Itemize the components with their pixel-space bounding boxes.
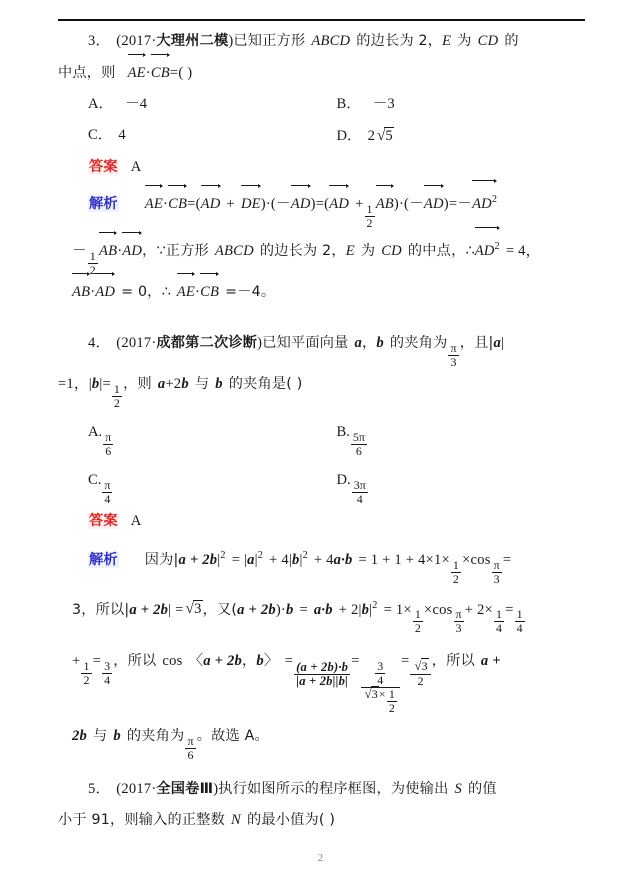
fraction-numerator: π: [187, 734, 194, 749]
fraction-denominator: 6: [103, 444, 113, 458]
p4-sol1-term-2: + 4: [313, 551, 334, 568]
plus-sign-sol3: +: [72, 653, 81, 670]
problem-3-analysis-line-1: [58, 183, 585, 230]
vector-ad-5-text: AD: [472, 195, 492, 212]
fraction-pi-over-3: [448, 342, 458, 369]
problem-3-source-name: 大理州二模: [156, 33, 229, 49]
p4-sol4-conclusion: 。故选 A。: [196, 728, 269, 745]
plus-sign-2: +: [355, 195, 364, 212]
sol3-result: =－4。: [225, 284, 276, 301]
sol-eq-open: =(: [187, 195, 201, 212]
problem-3-option-d[interactable]: [337, 120, 586, 152]
problem-3-source-suffix: ): [228, 33, 234, 49]
problem-4-stem-line-2: [58, 369, 585, 410]
problem-3-options-row-2: [58, 120, 585, 152]
cos-operator-3: cos: [162, 653, 183, 670]
problem-4-analysis-line-4: [58, 715, 585, 762]
vector-b-sol5: b: [113, 728, 121, 745]
problem-4-source-prefix: (2017·: [116, 335, 157, 352]
fraction-pi-over-4: [102, 479, 112, 506]
p4-sol1-expr-1: a + 2b: [178, 551, 218, 568]
vector-b-sol2: b: [285, 601, 294, 618]
problem-5: [58, 774, 585, 836]
option-a-key: A．: [88, 96, 114, 112]
problem-3-stem-text-b: 的边长为 2，: [356, 33, 443, 49]
p4-sol2-numbers: = 1×: [383, 601, 412, 618]
fraction-dot-over-norms: [294, 661, 350, 689]
dot-operator-sol3: ·: [90, 284, 96, 301]
inner-numerator: 1: [388, 687, 396, 702]
vector-ad-7-text: AD: [474, 242, 495, 259]
equals-7: =: [401, 653, 410, 670]
fraction-numerator: 1: [414, 607, 422, 622]
p4-sol2-text-a: 3，所以|: [72, 601, 130, 618]
problem-spacer-4-5: [58, 762, 585, 774]
problem-4-stem-text-a: 已知平面向量: [262, 335, 349, 352]
abs-bar-2: |: [254, 551, 258, 568]
option-d-coefficient: 2: [367, 128, 375, 144]
angle-bracket-close: 〉: [263, 653, 279, 670]
sol2-segment-cd: CD: [381, 242, 402, 259]
fraction-denominator: 2: [414, 621, 422, 636]
problem-4-stem2-text-c: ，则: [123, 376, 152, 393]
problem-5-stem2-text-a: 小于 91，则输入的正整数: [58, 811, 226, 828]
fraction-numerator: 5π: [352, 430, 365, 445]
sol-mid-1: )·(－: [260, 195, 291, 212]
dot-operator-sol: ·: [163, 195, 169, 212]
problem-4-analysis-line-2: [58, 586, 585, 636]
superscript-2: 2: [220, 549, 226, 561]
problem-4-answer-row: [58, 506, 585, 537]
problem-4-analysis-line-1: [58, 537, 585, 586]
equals-6: =: [351, 653, 360, 670]
option-b-key: B．: [336, 96, 361, 112]
problem-3: [58, 26, 585, 308]
fraction-numerator: 1: [516, 607, 523, 622]
fraction-numerator: π: [104, 478, 111, 493]
fraction-5pi-over-6: [351, 431, 367, 458]
p4-sol2-text-b: ，又(: [202, 601, 238, 618]
cos-operator-2: ×cos: [424, 601, 453, 618]
vector-ad-2: AD: [291, 188, 311, 220]
fraction-one-half-4: [451, 559, 461, 586]
option-c-value: 4: [118, 127, 126, 143]
vector-ab-2: AB: [99, 235, 117, 267]
p4-sol1-text-a: 因为|: [144, 551, 179, 568]
vector-cb-2: CB: [200, 276, 219, 308]
minus-sign-sol2: －: [72, 242, 87, 259]
problem-3-stem-line-1: [58, 26, 585, 57]
fraction-one-half-6: [81, 660, 91, 687]
fraction-numerator: 1: [89, 248, 96, 263]
vector-a-sol: a: [247, 551, 255, 568]
fraction-numerator: π: [493, 557, 500, 572]
abs-bar-4: |: [369, 601, 373, 618]
problem-3-analysis-line-2: [58, 230, 585, 277]
fraction-denominator: 6: [351, 444, 367, 458]
problem-4-stem2-text-d: 与: [194, 376, 210, 393]
equals-2: =: [299, 601, 308, 618]
sol2-text-a: ，∵正方形: [142, 242, 209, 259]
fraction-numerator: 3π: [353, 478, 366, 493]
option-c-key: C．: [88, 127, 113, 143]
abs-bar: |: [217, 551, 221, 568]
fraction-denominator: 4: [352, 492, 368, 506]
answer-label: 答案: [89, 159, 118, 175]
plus-sign-1: +: [226, 195, 235, 212]
problem-3-segment-cd: CD: [477, 33, 499, 49]
problem-4-stem2-text-b: |=: [99, 376, 111, 393]
comma-2: ，: [242, 653, 257, 670]
p4-sol1-term: + 4|: [269, 551, 292, 568]
angle-bracket-open: 〈: [188, 653, 204, 670]
vector-ad-1: AD: [201, 188, 221, 220]
vector-b-3: b: [181, 376, 189, 393]
fraction-denominator: 4: [495, 621, 503, 636]
option-d-radicand: 5: [385, 128, 393, 144]
fraction-one-half-1: [365, 203, 375, 230]
page-content: [58, 26, 585, 836]
fraction-numerator: 3: [104, 659, 111, 674]
problem-5-stem-line-2: [58, 805, 585, 836]
vector-b-4: b: [215, 376, 223, 393]
vector-b: b: [376, 335, 384, 352]
problem-5-number: 5．: [88, 780, 111, 797]
problem-3-stem-text-d: 的: [504, 33, 519, 49]
dot-product-ab: a·b: [333, 551, 353, 568]
abs-bar-close: |: [500, 335, 505, 352]
fraction-numerator: π: [455, 607, 462, 622]
fraction-denominator: 2: [89, 262, 96, 277]
radical-icon-4: √3: [414, 659, 428, 674]
superscript-2: 2: [494, 240, 500, 252]
comma-1: ，: [362, 335, 377, 352]
vector-ad-8: AD: [95, 276, 115, 308]
fraction-three-quarters-1: [102, 660, 112, 687]
vector-a-3: a: [157, 376, 166, 393]
fraction-denominator: 2: [83, 673, 90, 688]
problem-5-source-prefix: (2017·: [116, 780, 157, 797]
fraction-denominator: 4: [104, 673, 111, 688]
problem-3-stem-text-a: 已知正方形: [233, 33, 306, 49]
problem-5-source-name: 全国卷Ⅲ: [156, 780, 214, 797]
p4-sol3-text-a: ，所以: [113, 653, 157, 670]
fraction-one-half-3: [112, 383, 122, 410]
fraction-denominator: 3: [448, 355, 458, 369]
problem-3-option-c[interactable]: [88, 120, 337, 152]
vector-ae: AE: [128, 57, 146, 89]
problem-4-option-a[interactable]: [88, 410, 337, 458]
vector-b-sol: b: [291, 551, 300, 568]
superscript-2: 2: [302, 549, 308, 561]
sol2-text-c: 为: [360, 242, 376, 259]
fraction-numerator: (a + 2b)·b: [296, 659, 349, 674]
inner-denominator: 4: [377, 673, 384, 688]
answer-label: 答案: [89, 512, 118, 529]
fraction-denominator: [361, 687, 400, 715]
cos-operator: ×cos: [462, 551, 491, 568]
analysis-label: 解析: [89, 551, 118, 568]
option-d-key: D.: [336, 472, 351, 489]
sol-end-1: )·(－: [393, 195, 424, 212]
equals-5: =: [284, 653, 294, 670]
problem-5-stem-line-1: [58, 774, 585, 805]
p4-sol4-text-a: 与: [93, 728, 108, 745]
superscript-2: 2: [372, 599, 378, 611]
radical-icon-3: √3: [364, 687, 378, 702]
fraction-denominator: 6: [185, 748, 195, 762]
radical-icon: √5: [376, 127, 393, 144]
fraction-denominator: 4: [102, 492, 112, 506]
p4-sol4-expr: 2b: [72, 728, 87, 745]
sol-result-1: )=－: [443, 195, 473, 212]
sol3-text-a: = 0，∴: [121, 284, 171, 301]
p4-sol2-term-2: + 2×: [464, 601, 493, 618]
vector-ad-3: AD: [329, 188, 349, 220]
inner-fraction-one-half: [387, 688, 397, 715]
dot-product-ab-2: a·b: [313, 601, 333, 618]
problem-4-stem2-text-a: =1，|: [58, 376, 92, 393]
problem-5-answer-blank: 的最小值为( ): [246, 811, 336, 828]
option-b-key: B.: [336, 424, 350, 441]
problem-3-options-row-1: [58, 89, 585, 120]
fraction-numerator: 1: [495, 607, 503, 622]
fraction-pi-over-3-b: [492, 559, 502, 586]
fraction-denominator: 2: [410, 674, 430, 688]
problem-3-analysis-line-3: [58, 276, 585, 308]
sol2-text-b: 的边长为 2，: [259, 242, 346, 259]
problem-4-options-row-1: [58, 410, 585, 458]
sol2-point-e: E: [345, 242, 355, 259]
fraction-denominator: 4: [516, 621, 523, 636]
times-sign: ×: [378, 687, 386, 702]
radicand-3c: 3: [421, 659, 428, 674]
page-top-rule: [58, 19, 585, 21]
analysis-label: 解析: [89, 195, 118, 212]
fraction-numerator: [361, 660, 400, 687]
fraction-denominator: 3: [492, 572, 502, 586]
option-b-value: －3: [372, 96, 395, 112]
page-number: 2: [318, 853, 323, 864]
radicand-3: 3: [194, 601, 202, 618]
problem-3-answer-blank: =( ): [169, 65, 193, 81]
sol2-quad-abcd: ABCD: [214, 242, 254, 259]
p4-sol3-trailing: a +: [480, 653, 501, 670]
p4-sol1-numbers: = 1 + 1 + 4×1×: [358, 551, 450, 568]
vector-ad-7: [475, 230, 500, 267]
problem-3-option-b[interactable]: [337, 89, 586, 120]
p4-sol3-expr-1: a + 2b: [203, 653, 242, 670]
option-c-key: C.: [88, 472, 102, 489]
problem-4-answer-value: A: [130, 512, 142, 529]
p4-sol2-op: )·: [275, 601, 286, 618]
sol2-text-d: 的中点，∴: [407, 242, 475, 259]
fraction-numerator: 1: [83, 659, 90, 674]
problem-4-option-b[interactable]: [337, 410, 586, 458]
fraction-stacked-result: [361, 660, 400, 715]
problem-3-answer-row: [58, 152, 585, 183]
fraction-pi-over-3-c: [454, 608, 464, 635]
vector-ad-5: [472, 183, 497, 220]
option-a-key: A.: [88, 424, 103, 441]
problem-4-options-row-2: [58, 458, 585, 506]
fraction-numerator: 1: [452, 557, 460, 572]
vector-a: a: [354, 335, 363, 352]
p4-sol4-text-b: 的夹角为: [126, 728, 185, 745]
equals-trailing: =: [502, 551, 512, 568]
dot-operator-sol3b: ·: [195, 284, 201, 301]
inner-fraction-three-quarters: [375, 660, 385, 687]
fraction-denominator: 2: [452, 571, 460, 586]
equals-3: =: [505, 601, 514, 618]
problem-3-option-a[interactable]: [88, 89, 337, 120]
equals-4: =: [92, 653, 102, 670]
problem-4-number: 4．: [88, 335, 111, 352]
problem-3-stem-text-c: 为: [457, 33, 472, 49]
fraction-denominator: 3: [454, 621, 464, 635]
option-a-value: －4: [125, 96, 148, 112]
fraction-denominator: 2: [113, 396, 121, 411]
vector-de: DE: [241, 188, 261, 220]
problem-4-option-c[interactable]: [88, 458, 337, 506]
plus-two-b: +2: [165, 376, 182, 393]
problem-4-stem-text-b: 的夹角为: [389, 335, 448, 352]
problem-3-quad-abcd: ABCD: [311, 33, 351, 49]
problem-3-point-e: E: [442, 33, 452, 49]
problem-4-analysis-line-3: [58, 635, 585, 715]
inner-denominator: 2: [388, 701, 396, 716]
problem-4-source-suffix: ): [257, 335, 263, 352]
sol2-result: = 4，: [505, 242, 541, 259]
variable-n: N: [231, 811, 241, 828]
p4-sol2-expr-2: a + 2b: [237, 601, 276, 618]
problem-5-source-suffix: ): [213, 780, 219, 797]
vector-b-sol3: b: [361, 601, 370, 618]
p4-sol2-eq: | =: [168, 601, 184, 618]
vector-ae-sol: AE: [145, 188, 163, 220]
radicand-3b: 3: [371, 687, 378, 702]
vector-ab-1: AB: [376, 188, 394, 220]
vector-cb-sol: CB: [168, 188, 187, 220]
fraction-sqrt3-over-2: [410, 660, 430, 688]
fraction-one-half-5: [413, 608, 423, 635]
vector-b-sol4: b: [256, 653, 264, 670]
problem-3-number: 3．: [88, 33, 111, 49]
problem-3-source-prefix: (2017·: [116, 33, 157, 49]
dot-operator-sol2: ·: [117, 242, 123, 259]
fraction-numerator: 1: [113, 382, 121, 397]
fraction-one-quarter-1: [494, 608, 504, 635]
fraction-numerator: [410, 660, 430, 674]
fraction-denominator: |a + 2b||b|: [294, 674, 350, 689]
fraction-3pi-over-4: [352, 479, 368, 506]
problem-5-stem-text-a: 执行如图所示的程序框图，为使输出: [218, 780, 449, 797]
fraction-pi-over-6-a: [103, 431, 113, 458]
radical-icon-2: √3: [185, 600, 202, 618]
variable-s: S: [454, 780, 462, 797]
sol-mid-2: )=(: [310, 195, 330, 212]
vector-ad-4: AD: [424, 188, 444, 220]
p4-sol2-term: + 2|: [338, 601, 362, 618]
problem-3-stem-line-2: [58, 57, 585, 89]
option-d-key: D．: [336, 128, 362, 144]
inner-numerator: 3: [377, 659, 384, 674]
fraction-numerator: 1: [366, 201, 373, 216]
vector-ae-2: AE: [177, 276, 195, 308]
p4-sol3-text-b: ，所以: [431, 653, 475, 670]
abs-bar-3: |: [299, 551, 303, 568]
fraction-one-quarter-2: [515, 608, 525, 635]
problem-4-stem-line-1: [58, 328, 585, 369]
problem-3-stem2-text-a: 中点，则: [58, 65, 116, 81]
dot-operator: ·: [145, 65, 151, 81]
problem-4: [58, 328, 585, 761]
p4-sol2-expr-1: a + 2b: [129, 601, 169, 618]
problem-4-answer-blank: 的夹角是( ): [228, 376, 303, 393]
vector-ad-6: AD: [122, 235, 142, 267]
problem-4-option-d[interactable]: [337, 458, 586, 506]
fraction-pi-over-6-b: [185, 735, 195, 762]
problem-4-source-name: 成都第二次诊断: [156, 335, 258, 352]
vector-a-2: a: [493, 335, 501, 352]
problem-spacer-3-4: [58, 308, 585, 328]
vector-cb: CB: [151, 57, 170, 89]
fraction-numerator: π: [105, 430, 112, 445]
p4-sol1-eq: = |: [231, 551, 248, 568]
fraction-numerator: π: [450, 341, 457, 356]
superscript-2: 2: [491, 194, 498, 205]
vector-ab-3: AB: [72, 276, 90, 308]
problem-3-answer-value: A: [130, 159, 142, 175]
vector-b-2: b: [91, 376, 100, 393]
problem-4-stem-text-c: ，且|: [459, 335, 494, 352]
superscript-2: 2: [257, 549, 264, 561]
problem-5-stem-text-b: 的值: [467, 780, 497, 797]
fraction-denominator: 2: [366, 215, 373, 230]
